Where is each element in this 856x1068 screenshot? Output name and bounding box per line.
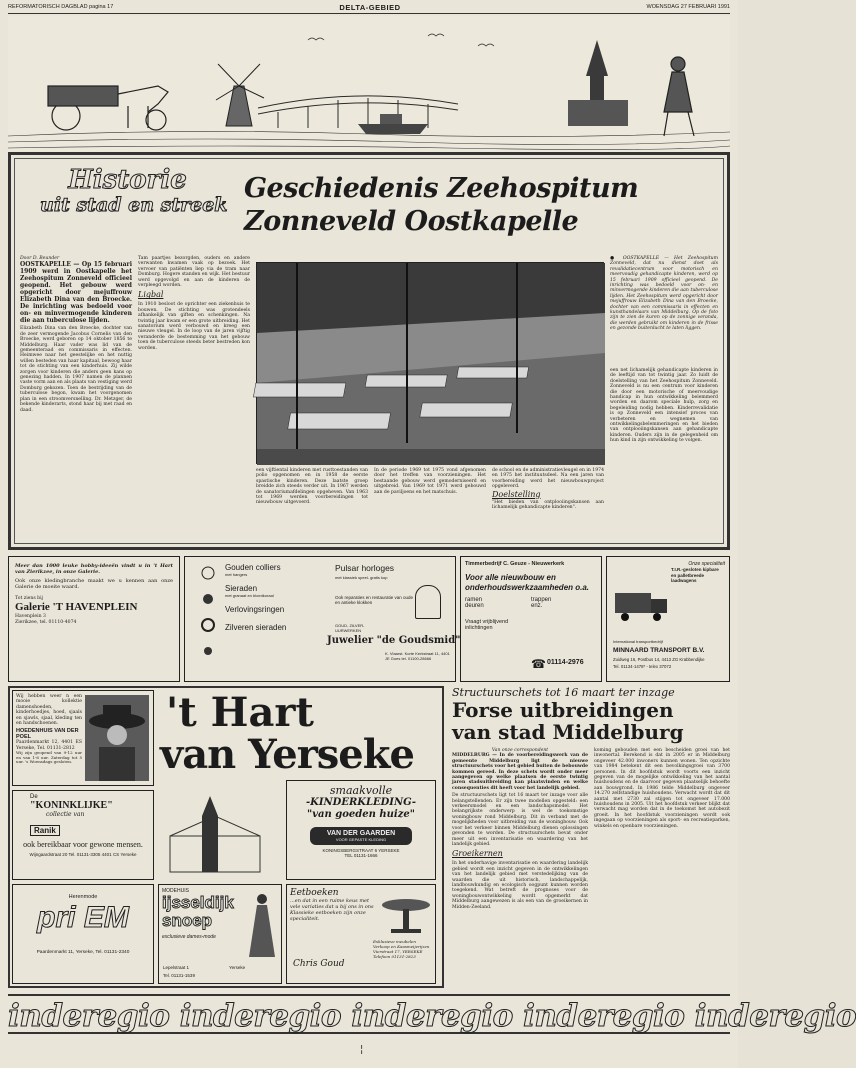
hoedenhuis-extra: Wij zijn geopend van 9-12 uur en van 1-6 uur. Zaterdag tot 5 uur. 's Woensdags gesloten. <box>16 750 82 765</box>
middelburg-headline1: Forse uitbreidingen <box>452 698 674 722</box>
middelburg-kicker: Structuurschets tot 16 maart ter inzage <box>452 686 675 699</box>
pulsar-sub: met klassiek speel- gratis kop <box>335 575 388 580</box>
bottom-col1-text: een vijftiental kinderen met rusttoestanden van polio opgenomen en in 1958 de eerste spastische kinderen. Deze laatste groep breidde zich steeds verder uit. In 1967 werden de sanatoriumafdelingen opgeheven. Van 1963 tot 1969 werden voorbereidingen tot nieuwbouw uitgevoerd. <box>256 468 368 506</box>
historie-col-1 <box>20 256 132 538</box>
table-icon <box>379 895 433 935</box>
koninklijke-addr: Wijngaardstraat 20 Tel. 01131-3305 4401 CS Yerseke <box>29 852 137 857</box>
koninklijke-sub: collectie van <box>46 811 85 818</box>
prim-addr: Paardenmarkt 11, Yerseke, Tel. 01131-2340 <box>36 950 130 955</box>
gaarden-badge <box>310 827 412 845</box>
gaarden-name: VAN DER GAARDEN <box>326 830 396 837</box>
eet-text: ...en dat in een ruime keus met vele variaties dat u bij ons in ons Klassieke eetboeken zijn onze specialiteit. <box>290 898 374 922</box>
ijs-sub: exclusieve dames-mode <box>162 934 216 940</box>
galerie-addr2: Zierikzee, tel. 01110-4074 <box>15 619 77 625</box>
yerseke-title <box>160 689 440 778</box>
header-left: REFORMATORISCH DAGBLAD pagina 17 <box>8 4 114 10</box>
historie-logo-line1: Historie <box>68 165 187 195</box>
yerseke-title-line1: 't Hart <box>166 689 314 736</box>
bottom-col2-text: In de periode 1969 tot 1975 vond afgenomen door het treffen van voorzieningen. Het bestaande gebouw werd gemoderniseerd en uitgebreid. Van 1969 tot 1971 werd gebouwd aan de paviljoens en het matschuis. <box>374 468 486 495</box>
historie-lead: OOSTKAPELLE — Op 15 februari 1909 werd in Oostkapelle het Zeehospitum Zonneveld officieel geopend. Het gebouw werd opgericht door mejuffrouw Elizabeth Dina van den Broecke. De inrichting was bedoeld voor on- en minvermogende kinderen die aan tuberculose lijden. <box>20 261 132 325</box>
ad-juwelier-goudsmid <box>184 556 461 682</box>
geuze-item: ramen <box>465 597 483 603</box>
transport-addr1: Zuidweg 16, Postbus 14, 4413 ZG Krabbendijke <box>613 657 705 662</box>
groeikernen-subhead: Groeikernen <box>452 849 503 859</box>
ad-smaakvolle-kinderkleding <box>286 780 436 880</box>
middelburg-col-2 <box>594 748 730 986</box>
historie-bottom-col-2 <box>374 468 486 538</box>
transport-addr2: Tel. 01134-1478* - telex 37072 <box>613 664 672 669</box>
jewel-item: Sieraden met granaat en bloedkoraal <box>225 584 274 598</box>
historie-bottom-col-1 <box>256 468 368 538</box>
gaarden-addr: KONINGSBERGSTRAAT 6 YERSEKE <box>322 848 400 853</box>
historie-caption <box>610 256 718 364</box>
historie-ligbal-subhead: Ligbal <box>138 290 164 300</box>
geuze-item: deuren <box>465 603 484 609</box>
koninklijke-text: ook bereikbaar voor gewone mensen. <box>23 840 143 849</box>
historie-col1-text: Elizabeth Dina van den Broecke, dochter van de zeer vermogende Jacobus Cornelis van den Broecke, werd geboren op 14 oktober 1856 te Middelburg. Haar vader was lid van de gemeenteraad en commissaris in effecten. Heimwee naar het geestelijke en het nuttig willen besteden van haar kapitaal, bewoog haar tot de stichting van een kinderhuis. Zij wilde zorgen voor kinderen die anders geen kans op genezing hadden. In 1907 namen de plannen vaste vorm aan en als plaats van vestiging werd Domburg gekozen. Toen de bestrijding van de tuberculose begon, kwam het voorgenomen plan in een stroomversnelling. Dr. Metzger, de bekende kinderarts, stond haar bij met raad en daad. <box>20 326 132 413</box>
historie-logo-line2: uit stad en streek <box>40 194 228 216</box>
eet-title: Eetboeken <box>290 888 339 898</box>
church-icon <box>160 786 270 876</box>
prim-label: Herenmode <box>68 894 98 900</box>
galerie-name: Galerie 'T HAVENPLEIN <box>15 601 138 614</box>
ad-eetboeken <box>286 884 436 984</box>
galerie-text: Ook onze kledingbranche maakt we u kennen aan onze Galerie de moeite waard. <box>15 578 173 590</box>
headline-line1: Geschiedenis Zeehospitum <box>244 173 639 204</box>
photo-drawing <box>257 263 605 465</box>
transport-service: Onze specialiteit <box>688 561 725 567</box>
eet-brand: Chris Goud <box>293 959 345 969</box>
ad-hoedenhuis <box>12 690 154 786</box>
koninklijke-name: "KONINKLIJKE" <box>30 800 113 811</box>
galerie-intro: Meer dan 1000 leuke hobby-ideeën vindt u in 't Hart van Zierikzee, in onze Galerie. <box>15 563 173 575</box>
geuze-text: Voor alle nieuwbouw en onderhoudswerkzaamheden o.a. <box>465 573 590 592</box>
historie-byline: Door D. Beunder <box>20 256 60 261</box>
clock-icon <box>415 585 441 619</box>
geuze-footer: Vraagt vrijblijvend inlichtingen <box>465 619 509 631</box>
ijs-tel: Tel. 01131-1539 <box>163 973 195 978</box>
middelburg-col-1 <box>452 748 588 986</box>
phone-icon: ☎ <box>531 657 546 671</box>
photo-caption-text: ● OOSTKAPELLE — Het Zeehospitum Zonneveld, dat nu dienst doet als revalidatiecentrum voor motorisch en meervoudig gehandicapte kinderen, werd op 15 februari 1909 officieel geopend. De inrichting was bedoeld voor on- en minvermogende kinderen die aan tuberculose lijden. Het Zeehospitum werd opgericht door mejuffrouw Elizabeth Dina van den Broecke, dochter van een commissaris in effecten en kunsthandelaars van Middelburg. Op de foto zijn te zien de kuren op de zonnige veranda, die werden gebruikt om kinderen in de frisse en gezonde buitenlucht te laten liggen. <box>610 256 718 332</box>
ad-timmerbedrijf-geuze <box>460 556 602 682</box>
yerseke-title-line2: van Yerseke <box>160 731 414 778</box>
ijs-mode: MODEHUIS <box>162 888 189 894</box>
jewel-item: Gouden colliers met hangers <box>225 563 281 577</box>
page-mark: ¦ <box>360 1044 364 1055</box>
historie-col-2 <box>138 256 250 538</box>
historie-bottom-col-3 <box>492 468 604 538</box>
ad-minnaard-transport <box>606 556 730 682</box>
geuze-item: trappen <box>531 597 552 603</box>
dress-icon <box>245 891 279 961</box>
truck-icon <box>613 587 671 625</box>
galerie-tot: Tot ziens bij <box>15 596 43 601</box>
hat-drawing <box>85 695 149 781</box>
ad-galerie-havenplein <box>8 556 180 682</box>
ad-koninklijke <box>12 790 154 880</box>
ijs-addr: Lepelstraat 1 <box>163 965 190 970</box>
ijs-town: Yerseke <box>229 965 246 970</box>
hat-lady-photo <box>85 695 149 781</box>
doelstelling-subhead: Doelstelling <box>492 489 541 499</box>
pulsar-title: Pulsar horloges <box>335 563 395 573</box>
middelburg-col1-text2: In het onderhavige inventarisatie en waardering landelijk gebied wordt een inzicht gegeven in de ontwikkelingen van het landelijk gebied met verstedelijking van de waarden die uit historisch, landschappelijk, landbouwkundig en ecologisch oogpunt kunnen worden toegekend. Wat betreft de prognoses voor de woningbouwontwikkeling wordt opgemerkt dat Middelburg aangewezen is als een van de groeikernen in Midden-Zeeland. <box>452 861 588 910</box>
jewelry-icon <box>197 565 219 665</box>
jewel-item: Verlovingsringen <box>225 605 285 614</box>
hoedenhuis-name: HOEDENHUIS VAN DER POEL <box>16 728 79 741</box>
smaakvolle-line2: -KINDERKLEDING- <box>306 797 416 808</box>
header-rule <box>8 13 730 14</box>
dress-figure <box>245 891 279 961</box>
ad-prim <box>12 884 154 984</box>
transport-brand: MINNAARD TRANSPORT B.V. <box>613 647 705 654</box>
ijs-brand: ijsseldijk snoep <box>162 893 234 930</box>
galerie-addr1: Havenplein 3 <box>15 614 46 620</box>
middelburg-byline: Van onze correspondent <box>491 748 549 753</box>
historie-headline <box>244 172 714 238</box>
eet-note: Exklusieve meubelen Verkoop en Kaasmeijerijzen Vierstraat 17, YERSEKE Telefoon 01131-2823 <box>373 939 430 959</box>
jewel-small: GOUD- ZILVER- UURWERKEN <box>335 623 365 633</box>
transport-tag: International transportbedrijf <box>613 639 663 644</box>
zeehospitum-photo <box>256 262 604 464</box>
ad-church-drawing <box>160 786 270 876</box>
gaarden-tel: TEL 01131-1666 <box>344 853 378 858</box>
geuze-phone: 01114-2976 <box>547 659 584 666</box>
historie-col-right <box>610 368 718 538</box>
hoedenhuis-text: Wij hebben weer n een mooie kollektie damenshoeden, kinderhoedjes, hoed, sjaals en sjawls, sjaal, kleding ten en handschoenen. <box>16 694 82 727</box>
header-date: WOENSDAG 27 FEBRUARI 1991 <box>646 4 730 10</box>
smaakvolle-line3: "van goeden huize" <box>307 809 415 820</box>
koninklijke-label: De <box>30 794 38 800</box>
jewel-list <box>225 563 335 632</box>
koninklijke-brand: Ranik <box>30 825 60 836</box>
geuze-items <box>465 597 597 609</box>
prim-brand: pri EM <box>37 901 129 934</box>
bottom-col3b-text: "Het bieden van ontplooiingskansen aan lichamelijk gehandicapte kinderen". <box>492 499 604 511</box>
hoedenhuis-addr: Paardenmarkt 12, 4401 ES Yerseke, Tel. 01131-2812 <box>16 740 82 751</box>
table-drawing <box>379 895 433 935</box>
jewel-bullets <box>197 565 219 665</box>
historie-logo <box>40 165 228 226</box>
bottom-col3-text: de school en de administratievleugel en in 1974 en 1975 het instituutsdeel. Na een jaren van voorbereiding werd het nieuwbouwproject opgeleverd. <box>492 468 604 490</box>
section-title: DELTA-GEBIED <box>339 3 401 12</box>
historie-col2-text: Tam paartjes bezorgden, ouders en andere verwanten kwamen vaak op bezoek. Het vervoer van patiënten liep via de tram naar Domburg. Hogere standen en wijk. Het bestuur werd opgevolgd en aan de kinderen de verpleegd worden. <box>138 256 250 289</box>
geuze-item: enz. <box>531 603 543 609</box>
transport-service2: T.I.R.-gesloten kipbare en palletbreede laadwagens <box>671 567 719 583</box>
jewel-item: Zilveren sieraden <box>225 623 287 632</box>
middelburg-article <box>452 686 730 988</box>
jewel-brand: Juwelier "de Goudsmid" <box>327 635 461 646</box>
middelburg-headline2: van stad Middelburg <box>452 720 684 744</box>
headline-line2: Zonneveld Oostkapelle <box>244 206 579 237</box>
historie-col2-text2: In 1910 besloot de oprichter een ziekenhuis te bouwen. De stichting was grotendeels afhankelijk van giften en schenkingen. Na twintig jaar kwam er een grote uitbreiding. Het sanatorium werd verbouwd en kreeg een nieuwe vleugel. In de loop van de jaren vijftig veranderde de bestemming van het gebouw toen de tuberculose steeds beter bestreden kon worden. <box>138 302 250 351</box>
footer-regio-band <box>8 994 856 1034</box>
middelburg-col1-text: De structuurschets ligt tot 16 maart ter inzage voor alle belangstellenden. Er zijn twee modellen opgesteld: een verkeersmodel en een landschapsmodel. Het belangrijkste onderwerp is wel de toekomstige woningbouw rond Middelburg. Dit in verband met de mogelijkheden voor uitbreiding van de woningbouw. Ook voor het verkeer binnen Middelburg dienen oplossingen gevonden te worden. De structuurschets bevat onder meer uit een inventarisatie en waardering van het landelijk gebied. <box>452 793 588 847</box>
smaakvolle-line1: smaakvolle <box>329 784 393 797</box>
jewel-addr: K. Vlaarst. Korte Kerkstraat 11, 4401 JE Goes tel. 01100-28666 <box>385 651 450 661</box>
gaarden-sub: VOOR GEPASTE KLEDING <box>335 837 387 842</box>
geuze-name: Timmerbedrijf C. Geuze - Nieuwerkerk <box>465 561 565 567</box>
historie-right-text: een net lichamelijk gehandicapte kinderen in de leeftijd van tot twintig jaar. Zo luidt de doelstelling van het Zeehospitum Zonneveld. Zonneveld is nu een centrum voor kinderen die door een motorische of meervoudige handicap in hun ontwikkeling belemmerd worden en daarom speciale hulp, zorg en begeleiding nodig hebben. Kinderrevalidatie is op Zonneveld een intensief proces van verbeteren en wegnemen van ontwikkelingsbelemmeringen en het bieden van ontplooiingskansen aan gehandicapte kinderen. Ouders zijn in de gelegenheid om hun kind in zijn ontwikkeling te volgen. <box>610 368 718 444</box>
middelburg-lead: MIDDELBURG — In de voorbereidingswerk van de gemeente Middelburg ligt de nieuwe structuurschets voor het gebied buiten de bebouwde kommen gereed. In deze schets wordt onder meer aangegeven op welke plaatsen de eerste twintig jaren stadsuitbreiding kan plaatsvinden en welke consequenties dit heeft voor het landelijk gebied. <box>452 753 588 791</box>
delta-banner-illustration <box>8 16 730 152</box>
ad-ijsseldijk-snoep <box>158 884 282 984</box>
regio-text: inderegio inderegio inderegio inderegio inderegio <box>8 998 856 1034</box>
jewel-note: Ook reparaties en restauratie van oude en antieke klokken <box>335 595 414 605</box>
middelburg-col2-text: koming gebouden met een bescheiden groei van het inwonertal. Berekend is dat in 2005 er in Middelburg ongeveer 42.000 inwoners kunnen wonen. Ten opzichte van 1984 betekent dit een bevolkingsgroei van 3700 personen. In dit hoofdstuk wordt voorts een inzicht gegeven van de mogelijke ontwikkeling van het aantal huishoudens en de daarvoor gegeven plaatselijk behoefte aan bouwgrond. In 1986 telde Middelburg ongeveer 14.270 zelfstandige huishoudens. Verwacht wordt dat dit aantal met 2730 zal stijgen tot ongeveer 17.000 huishoudens in 2005. Uit het hoofdstuk verkeer blijkt dat verwacht mag worden dat in de toekomst het autobezit groeit. In het hoofdstuk voorzieningen wordt ook ingegaan op voorzieningen als sport- en recreatieparken, winkels en openbare voorzieningen. <box>594 748 730 829</box>
